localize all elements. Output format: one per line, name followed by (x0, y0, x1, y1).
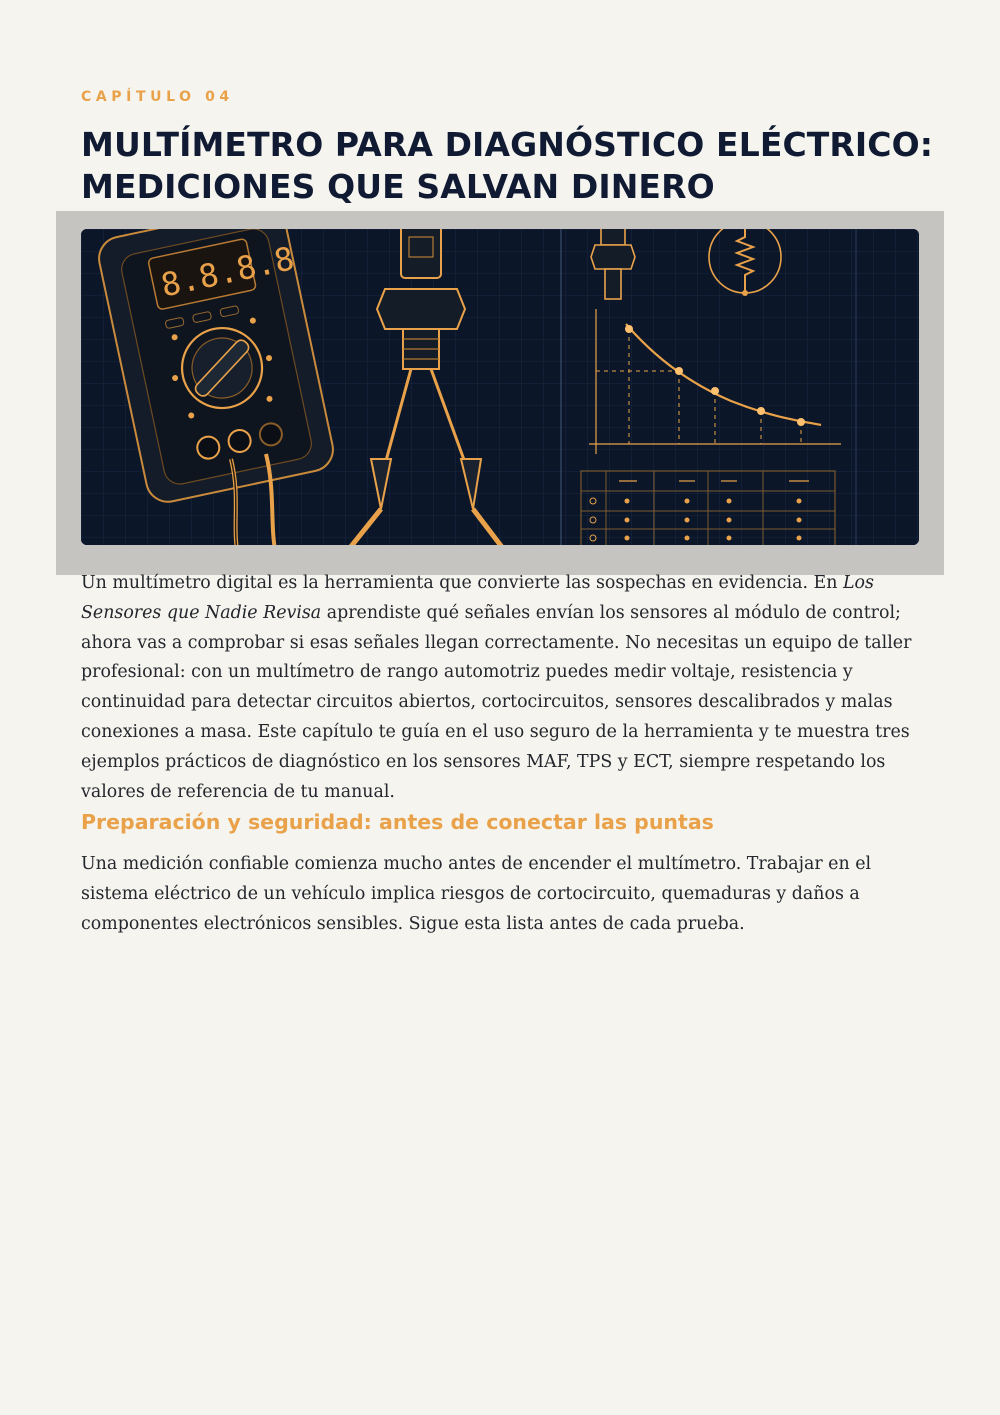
intro-paragraph (81, 569, 921, 807)
chapter-title (81, 124, 961, 208)
meter-display-text: 8.8.8.8 (157, 239, 298, 305)
intro-part-2: aprendiste qué señales envían los sensores al módulo de control; ahora vas a comprobar si esas señales llegan correctamente. No necesitas un equipo de taller profesional: con un multímetro de rango automotriz puedes medir voltaje, resistencia y continuidad para detectar circuitos abiertos, cortocircuitos, sensores descalibrados y malas conexiones a masa. Este capítulo te guía en el uso seguro de la herramienta y te muestra tres ejemplos prácticos de diagnóstico en los sensores MAF, TPS y ECT, siempre respetando los valores de referencia de tu manual. (81, 602, 912, 802)
chapter-title-line-2: MEDICIONES QUE SALVAN DINERO (81, 167, 715, 206)
hero-illustration-svg (81, 229, 919, 545)
chapter-label: CAPÍTULO 04 (81, 89, 234, 105)
section-paragraph: Una medición confiable comienza mucho antes de encender el multímetro. Trabajar en el sistema eléctrico de un vehículo implica riesgos de cortocircuito, quemaduras y daños a componentes electrónicos sensibles. Sigue esta lista antes de cada prueba. (81, 854, 872, 934)
section-heading: Preparación y seguridad: antes de conectar las puntas (81, 810, 714, 834)
book-title-reference: Los Sensores que Nadie Revisa (81, 573, 874, 623)
hero-illustration (81, 229, 919, 545)
chapter-title-line-1: MULTÍMETRO PARA DIAGNÓSTICO ELÉCTRICO: (81, 125, 934, 164)
intro-part-1: Un multímetro digital es la herramienta que convierte las sospechas en evidencia. En (81, 573, 843, 593)
